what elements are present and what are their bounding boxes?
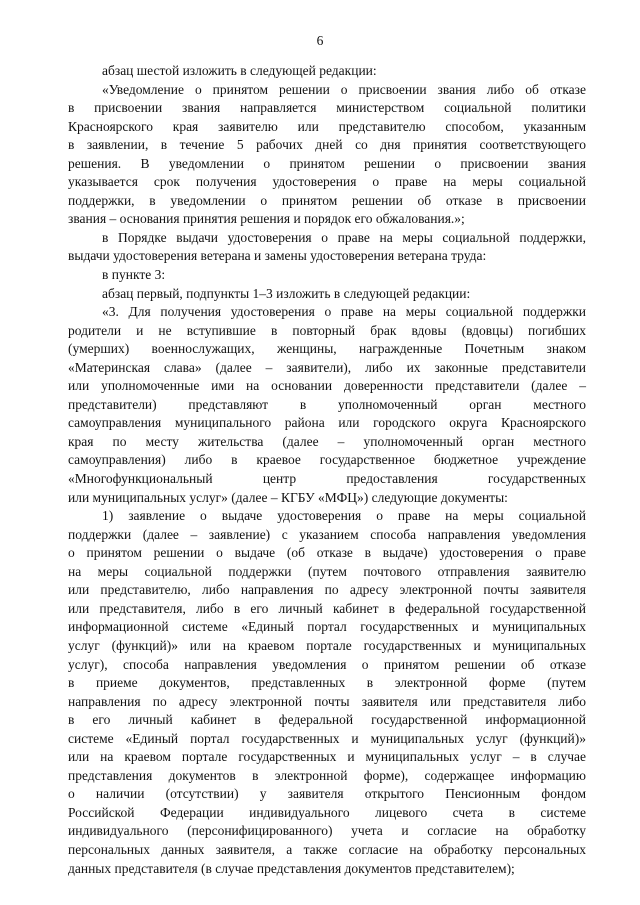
text-line: Красноярского края заявителю или представителю способом, указанным <box>68 118 586 134</box>
text-line: или уполномоченные ими на основании доверенности представители (далее – <box>68 378 586 394</box>
text-line: в заявлении, в течение 5 рабочих дней со дня принятия соответствующего <box>68 137 586 153</box>
text-line: края по месту жительства (далее – уполномоченный орган местного <box>68 433 586 449</box>
page-number: 6 <box>316 33 324 48</box>
text-line: на меры социальной поддержки (путем почтового отправления заявителю <box>68 563 586 579</box>
text-line: системе «Единый портал государственных и муниципальных услуг (функций)» <box>68 730 586 746</box>
text-line: «Многофункциональный центр предоставления государственных <box>68 471 586 487</box>
text-line: представители) представляют в уполномоченный орган местного <box>68 396 586 412</box>
text-line: решения. В уведомлении о принятом решении о присвоении звания <box>68 155 586 171</box>
text-line: данных представителя (в случае представления документов представителем); <box>68 860 515 876</box>
document-body <box>68 62 586 878</box>
text-line: самоуправления) либо в краевое государственное бюджетное учреждение <box>68 452 586 468</box>
text-line: о наличии (отсутствии) у заявителя открытого Пенсионным фондом <box>68 786 586 802</box>
text-line: услуг), способа направления уведомления о принятом решении об отказе <box>68 656 586 672</box>
text-line: или представителя, либо в его личный кабинет в федеральной государственной <box>68 600 586 616</box>
paragraph-first-line: «Уведомление о принятом решении о присвоении звания либо об отказе <box>102 81 586 97</box>
text-line: в его личный кабинет в федеральной государственной информационной <box>68 712 586 728</box>
text-line: самоуправления муниципального района или городского округа Красноярского <box>68 415 586 431</box>
text-line: (умерших) военнослужащих, женщины, награжденные Почетным знаком <box>68 341 586 357</box>
paragraph-first-line: абзац первый, подпункты 1–3 изложить в следующей редакции: <box>102 285 471 301</box>
text-line: направления по адресу электронной почты заявителя или представителя либо <box>68 693 586 709</box>
text-line: или на краевом портале государственных и муниципальных услуг – в случае <box>68 749 586 765</box>
text-line: поддержки, в уведомлении о принятом решении об отказе в присвоении <box>68 192 586 208</box>
text-line: индивидуального (персонифицированного) учета и согласие на обработку <box>68 823 586 839</box>
text-line: «Материнская слава» (далее – заявители), либо их законные представители <box>68 359 586 375</box>
text-line: поддержки (далее – заявление) с указанием способа направления уведомления <box>68 526 586 542</box>
paragraph-first-line: 1) заявление о выдаче удостоверения о праве на меры социальной <box>102 508 586 524</box>
text-line: представления документов в электронной форме), содержащее информацию <box>68 767 586 783</box>
paragraph-first-line: в Порядке выдачи удостоверения о праве на меры социальной поддержки, <box>102 229 586 245</box>
text-line: или представителю, либо направления по адресу электронной почты заявителя <box>68 582 586 598</box>
text-line: или муниципальных услуг» (далее – КГБУ «МФЦ») следующие документы: <box>68 489 508 505</box>
text-line: Российской Федерации индивидуального лицевого счета в системе <box>68 804 586 820</box>
text-line: о принятом решении о выдаче (об отказе в выдаче) удостоверения о праве <box>68 545 586 561</box>
paragraph-first-line: в пункте 3: <box>102 267 166 283</box>
text-line: указывается срок получения удостоверения о праве на меры социальной <box>68 174 586 190</box>
text-line: персональных данных заявителя, а также согласие на обработку персональных <box>68 841 586 857</box>
text-line: информационной системе «Единый портал государственных и муниципальных <box>68 619 586 635</box>
text-line: в приеме документов, представленных в электронной форме (путем <box>68 675 586 691</box>
paragraph-first-line: абзац шестой изложить в следующей редакции: <box>102 63 377 78</box>
text-line: в присвоении звания направляется министерством социальной политики <box>68 100 586 116</box>
text-line: выдачи удостоверения ветерана и замены удостоверения ветерана труда: <box>68 248 487 264</box>
text-line: звания – основания принятия решения и порядок его обжалования.»; <box>68 211 465 227</box>
text-line: услуг (функций)» или на краевом портале государственных и муниципальных <box>68 637 586 653</box>
text-line: родители и не вступившие в повторный брак вдовы (вдовцы) погибших <box>68 322 586 338</box>
paragraph-first-line: «3. Для получения удостоверения о праве на меры социальной поддержки <box>102 304 586 320</box>
